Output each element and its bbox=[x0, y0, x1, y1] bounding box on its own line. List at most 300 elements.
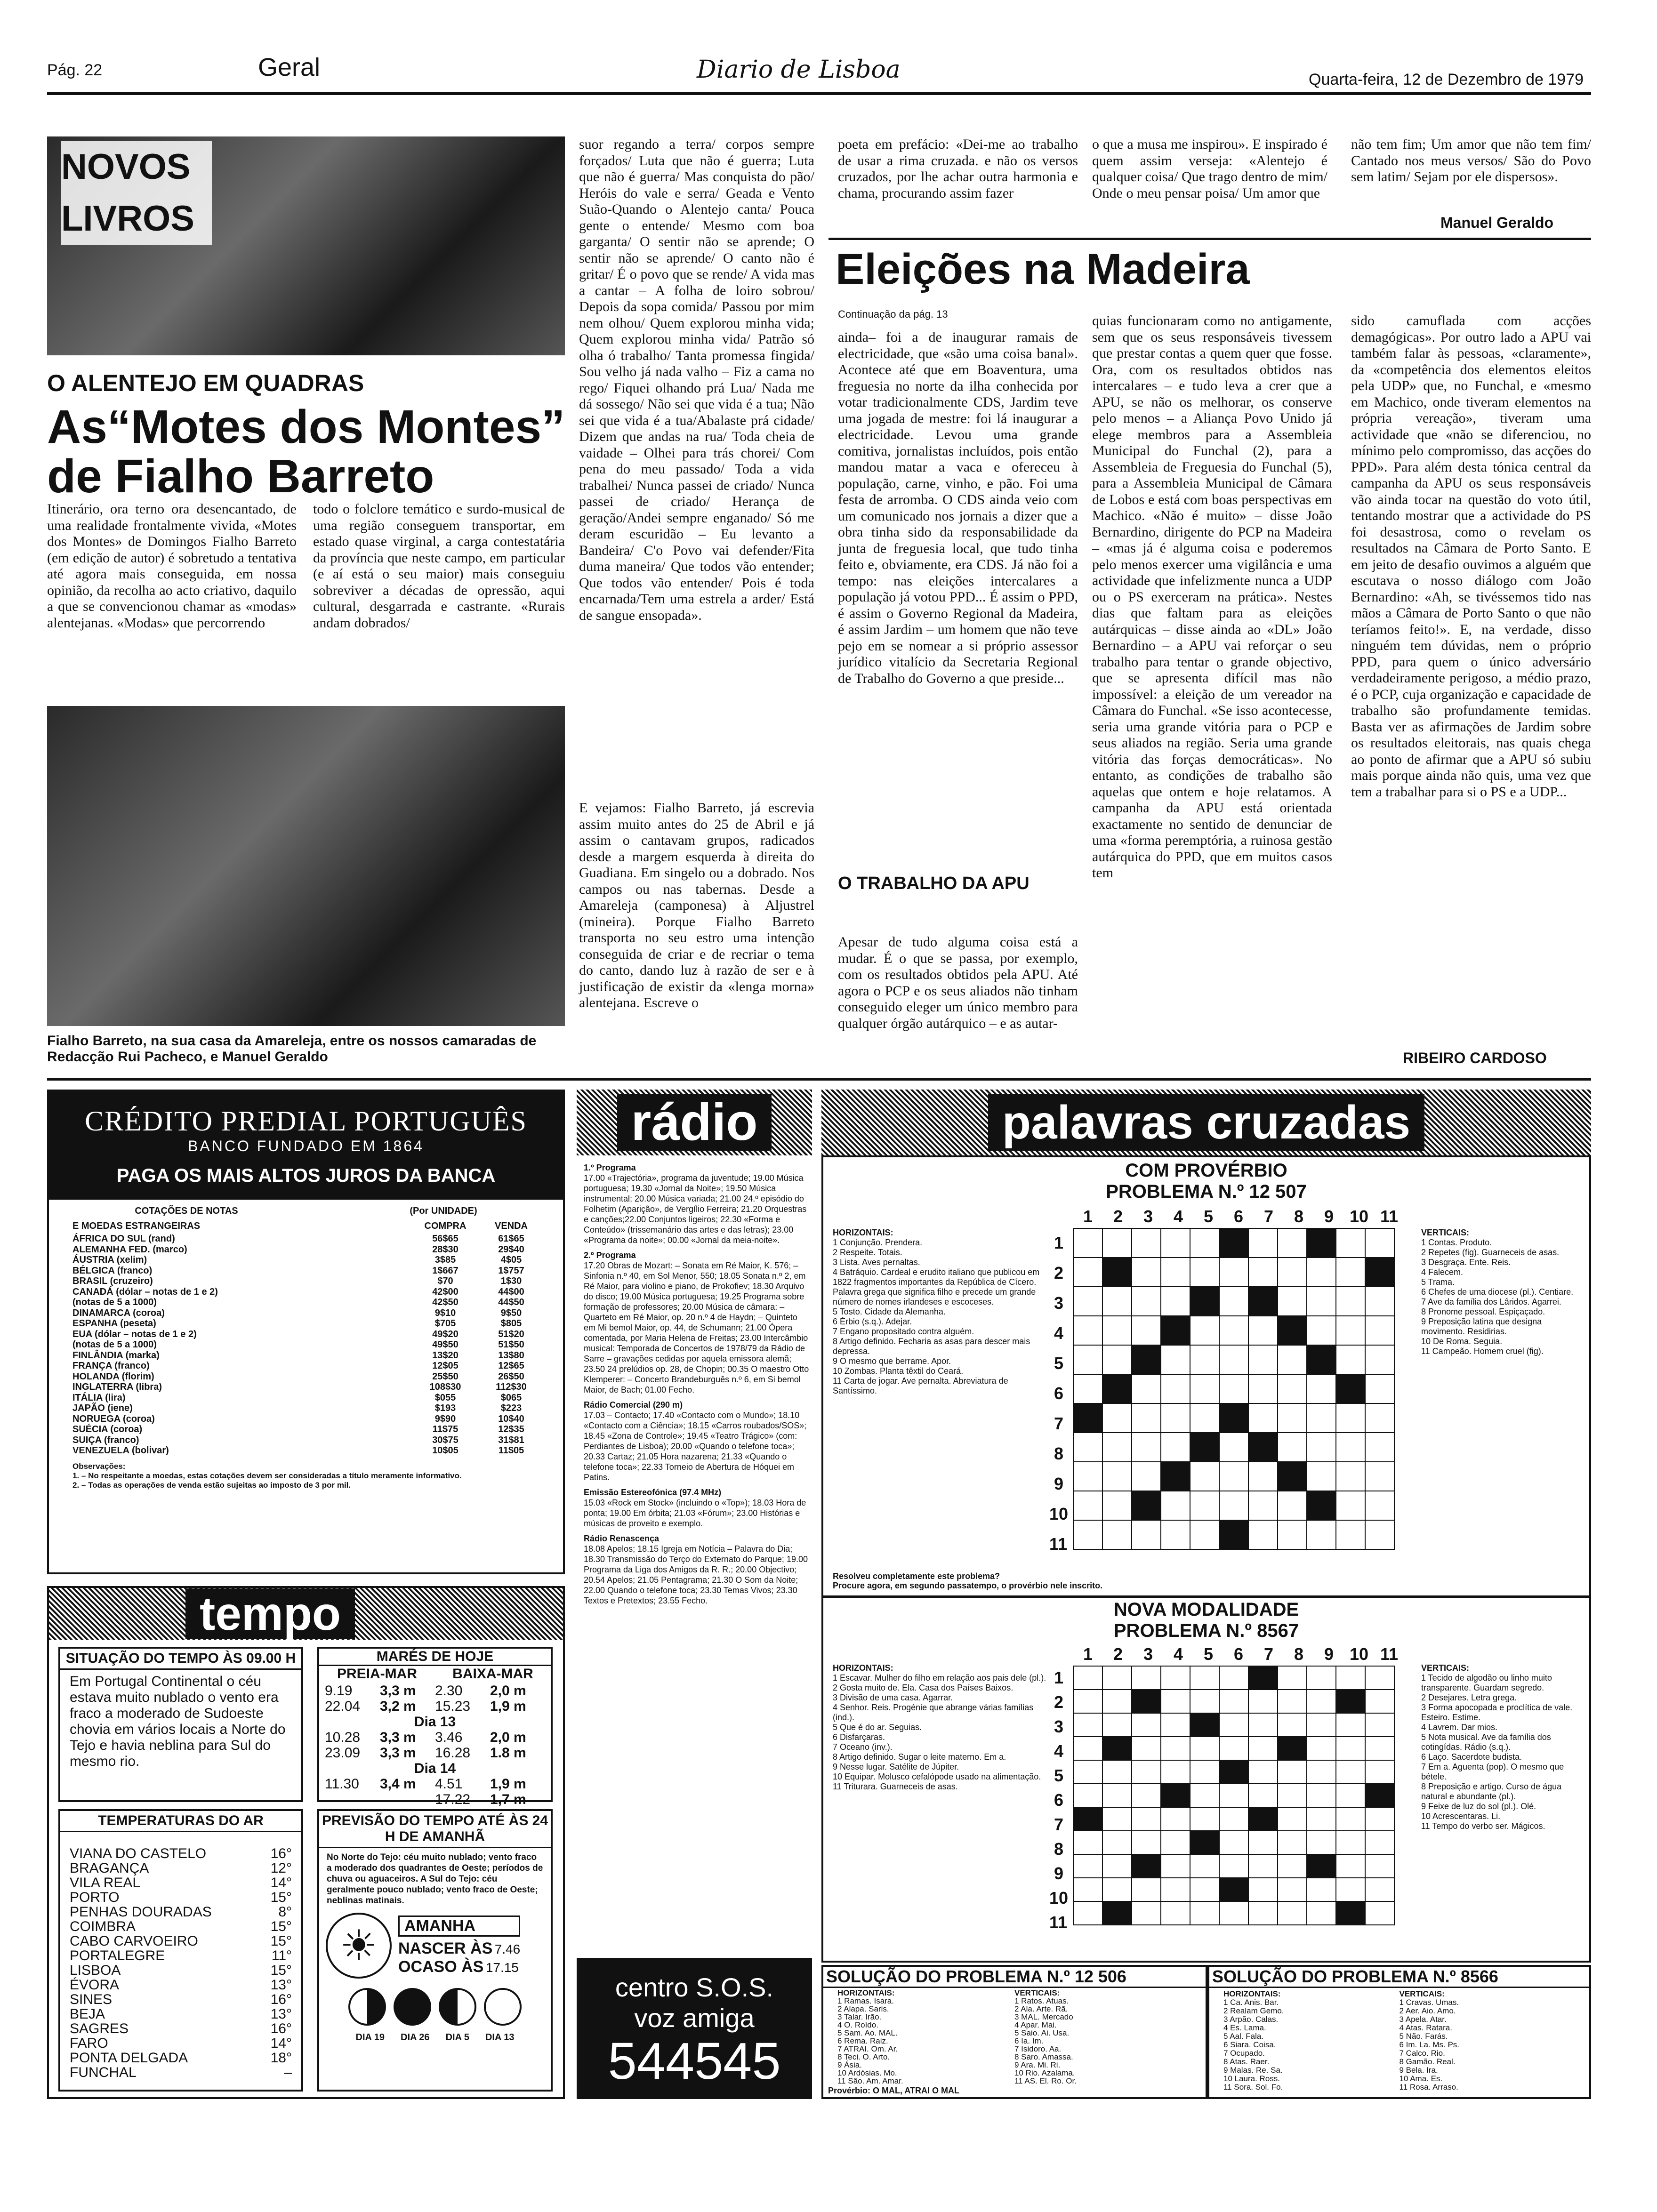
rate-buy: 30$75 bbox=[432, 1435, 458, 1445]
city-name: LISBOA bbox=[70, 1963, 121, 1978]
clue: 11 Triturara. Guarneceis de asas. bbox=[833, 1782, 958, 1791]
tide-row bbox=[325, 1776, 545, 1792]
grid-cell bbox=[1161, 1784, 1190, 1807]
p1-grid bbox=[1073, 1228, 1395, 1550]
tide-cell: 1,9 m bbox=[490, 1776, 526, 1792]
clue: 6 Laço. Sacerdote budista. bbox=[1421, 1752, 1522, 1762]
tides-low-header: BAIXA-MAR bbox=[452, 1666, 533, 1682]
sos-phone: 544545 bbox=[608, 2032, 781, 2090]
rate-row bbox=[72, 1276, 544, 1287]
clue: 9 O mesmo que berrame. Apor. bbox=[833, 1356, 951, 1366]
grid-cell bbox=[1248, 1462, 1278, 1491]
grid-cell bbox=[1307, 1462, 1336, 1491]
clue: 4 Lavrem. Dar mios. bbox=[1421, 1723, 1498, 1732]
rate-sell: 29$40 bbox=[498, 1244, 524, 1255]
grid-cell bbox=[1132, 1831, 1161, 1854]
clue: 1 Cravas. Umas. bbox=[1399, 1998, 1459, 2007]
lower-section-rule bbox=[47, 1078, 1591, 1081]
temperature-row bbox=[70, 1948, 292, 1963]
clue: 5 Não. Farás. bbox=[1399, 2032, 1448, 2041]
rates-obs-1: 1. – No respeitante a moedas, estas cotações devem ser consideradas a título meramente informativo. bbox=[72, 1471, 462, 1480]
madeira-body-col1: ainda– foi a de inaugurar ramais de electricidade, que «são uma coisa banal». Acontece até que em Boaventura, uma freguesia no norte da ilha conhecida por votar tradicionalmente CDS, Jardim teve uma jogada de mestre: foi lá inaugurar a electricidade. Levou uma grande comitiva, jornalistas incluídos, pois então mandou matar a vaca e ofereceu à população, carne, vinho, e pão. Foi uma festa de arromba. O CDS ainda veio com um comunicado nos jornais a dizer que a obra tinha sido da responsabilidade da junta de freguesia local, que tudo tinha feito e, obviamente, era CDS. Já não foi a tempo: nas eleições intercalares a população já votou PPD... É assim o PPD, é assim o Governo Regional da Madeira, é assim Jardim – um homem que não teve pejo em se nomear a si próprio assessor jurídico vitalício da Secretaria Regional de Trabalho do Governo a que preside... bbox=[838, 329, 1078, 686]
city-name: FARO bbox=[70, 2036, 108, 2051]
rate-currency: CANADÁ (dólar – notas de 1 e 2) bbox=[72, 1286, 218, 1297]
tides-day: Dia 14 bbox=[414, 1761, 456, 1776]
grid-row-number: 2 bbox=[1054, 1263, 1063, 1282]
grid-cell bbox=[1161, 1737, 1190, 1760]
grid-cell bbox=[1219, 1878, 1248, 1901]
clue: 8 Atas. Raer. bbox=[1223, 2057, 1270, 2066]
grid-cell bbox=[1248, 1403, 1278, 1433]
grid-cell bbox=[1190, 1345, 1219, 1374]
clue: 1 Ratos. Atuas. bbox=[1014, 1996, 1069, 2005]
sol2-v-label: VERTICAIS: bbox=[1399, 1989, 1445, 1998]
rate-row bbox=[72, 1350, 544, 1361]
forecast-title: PREVISÃO DO TEMPO ATÉ ÀS 24 H DE AMANHÃ bbox=[319, 1811, 551, 1848]
clue: 6 Érbio (s.q.). Adejar. bbox=[833, 1317, 912, 1326]
grid-cell bbox=[1248, 1878, 1278, 1901]
clue: 11 Sora. Sol. Fo. bbox=[1223, 2083, 1283, 2092]
clue: 8 Preposição e artigo. Curso de água natural e abundante (pl.). bbox=[1421, 1782, 1562, 1801]
tide-row bbox=[325, 1792, 545, 1807]
rate-sell: 12$65 bbox=[498, 1361, 524, 1371]
grid-cell bbox=[1248, 1784, 1278, 1807]
books-author: Manuel Geraldo bbox=[1440, 214, 1554, 231]
grid-cell bbox=[1190, 1462, 1219, 1491]
weather-situation bbox=[58, 1647, 303, 1802]
grid-cell bbox=[1365, 1374, 1394, 1403]
p1-row-numbers bbox=[1049, 1228, 1069, 1559]
sunrise-time: 7.46 bbox=[494, 1941, 521, 1956]
grid-cell bbox=[1161, 1520, 1190, 1549]
grid-column-number: 11 bbox=[1380, 1207, 1399, 1226]
grid-cell bbox=[1307, 1345, 1336, 1374]
rate-buy: 28$30 bbox=[432, 1244, 458, 1255]
temperature-row bbox=[70, 1890, 292, 1905]
grid-cell bbox=[1102, 1462, 1132, 1491]
grid-cell bbox=[1190, 1878, 1219, 1901]
grid-cell bbox=[1307, 1854, 1336, 1878]
clue: 11 AS. El. Ro. Or. bbox=[1014, 2076, 1077, 2085]
grid-cell bbox=[1161, 1901, 1190, 1925]
radio-banner bbox=[577, 1090, 812, 1155]
bank-name: CRÉDITO PREDIAL PORTUGUÊS bbox=[85, 1105, 527, 1137]
grid-cell bbox=[1102, 1690, 1132, 1713]
sun-icon: ☀ bbox=[326, 1913, 392, 1979]
grid-cell bbox=[1307, 1316, 1336, 1345]
radio-program-2: 17.20 Obras de Mozart: – Sonata em Ré Maior, K. 576; – Sinfonia n.º 40, em Sol Menor, 550; 18.05 Sonata n.º 2, em Ré Maior, para violino e piano, de Prokofiev; 18.30 Arquivo do disco; 19.00 Música portuguesa; 19.25 Programa sobre formação de professores; 20.00 Música de câmara: – Quarteto em Ré Maior, op. 20 n.º 4 de Haydn; – Quinteto em Mi bemol Maior, op. 44, de Schumann; 21.00 Ópera comentada, por Maria Helena de Freitas; 23.00 Intercâmbio musical: Temporada de Concertos de 1978/79 da Rádio de Sarre – gravações cedidas por aquela emissora alemã; 23.50 24 prelúdios op. 28, de Chopin; 00.35 O maestro Otto Klemperer: – Concerto Brandeburguês n.º 6, em Si bemol Maior, de Bach; 01.00 Fecho. bbox=[584, 1261, 809, 1395]
grid-cell bbox=[1102, 1760, 1132, 1784]
clue: 5 Tosto. Cidade da Alemanha. bbox=[833, 1307, 946, 1316]
grid-cell bbox=[1278, 1831, 1307, 1854]
grid-cell bbox=[1307, 1807, 1336, 1831]
clue: 5 Saio. Ai. Usa. bbox=[1014, 2028, 1070, 2037]
grid-cell bbox=[1073, 1831, 1102, 1854]
tide-cell bbox=[325, 1792, 380, 1807]
grid-cell bbox=[1336, 1520, 1365, 1549]
grid-cell bbox=[1365, 1228, 1394, 1258]
grid-cell bbox=[1365, 1878, 1394, 1901]
rate-row bbox=[72, 1308, 544, 1319]
grid-cell bbox=[1190, 1287, 1219, 1316]
grid-cell bbox=[1190, 1491, 1219, 1520]
tide-cell: 15.23 bbox=[435, 1699, 471, 1714]
rate-currency: VENEZUELA (bolivar) bbox=[72, 1445, 169, 1456]
grid-cell bbox=[1132, 1258, 1161, 1287]
rate-row bbox=[72, 1393, 544, 1403]
grid-column-number: 5 bbox=[1203, 1207, 1214, 1226]
grid-cell bbox=[1248, 1491, 1278, 1520]
tide-cell: 1,7 m bbox=[490, 1792, 526, 1807]
rate-currency: (notas de 5 a 1000) bbox=[72, 1339, 157, 1350]
clue: 2 Realam Gemo. bbox=[1223, 2006, 1284, 2015]
weather-box bbox=[47, 1586, 565, 2099]
grid-column-number: 3 bbox=[1143, 1207, 1153, 1226]
clue: 4 Falecem. bbox=[1421, 1267, 1464, 1277]
books-title: As“Motes dos Montes” bbox=[47, 401, 565, 453]
bank-ad bbox=[47, 1090, 565, 1574]
grid-column-number: 9 bbox=[1324, 1644, 1334, 1664]
city-temp: – bbox=[284, 2065, 292, 2080]
p1-note-1: Resolveu completamente este problema? bbox=[833, 1571, 1000, 1581]
grid-row-number: 4 bbox=[1054, 1323, 1063, 1343]
grid-cell bbox=[1365, 1760, 1394, 1784]
grid-cell bbox=[1190, 1666, 1219, 1690]
madeira-title: Eleições na Madeira bbox=[836, 245, 1250, 293]
grid-cell bbox=[1190, 1807, 1219, 1831]
grid-cell bbox=[1278, 1878, 1307, 1901]
grid-cell bbox=[1248, 1854, 1278, 1878]
rate-row bbox=[72, 1318, 544, 1329]
grid-cell bbox=[1278, 1666, 1307, 1690]
grid-row-number: 10 bbox=[1049, 1504, 1069, 1523]
grid-cell bbox=[1307, 1287, 1336, 1316]
grid-cell bbox=[1336, 1228, 1365, 1258]
grid-cell bbox=[1102, 1345, 1132, 1374]
grid-cell bbox=[1248, 1287, 1278, 1316]
grid-cell bbox=[1278, 1345, 1307, 1374]
solution-8566 bbox=[1207, 1965, 1591, 2099]
grid-cell bbox=[1073, 1491, 1102, 1520]
rates-sell-header: VENDA bbox=[494, 1221, 528, 1231]
city-name: VIANA DO CASTELO bbox=[70, 1846, 207, 1861]
rate-currency: HOLANDA (florim) bbox=[72, 1371, 154, 1382]
madeira-author: RIBEIRO CARDOSO bbox=[1403, 1050, 1547, 1066]
p1-title: COM PROVÉRBIO bbox=[1125, 1160, 1287, 1181]
sol2-verticals bbox=[1400, 1998, 1576, 2092]
clue: 8 Saro. Amassa. bbox=[1014, 2052, 1073, 2061]
grid-cell bbox=[1102, 1433, 1132, 1462]
grid-cell bbox=[1073, 1737, 1102, 1760]
grid-cell bbox=[1132, 1462, 1161, 1491]
rate-row bbox=[72, 1424, 544, 1435]
new-books-badge: NOVOS LIVROS bbox=[61, 141, 212, 245]
grid-cell bbox=[1102, 1713, 1132, 1737]
rate-buy: 42$50 bbox=[432, 1297, 458, 1307]
grid-cell bbox=[1102, 1520, 1132, 1549]
crossword-problem-1 bbox=[821, 1155, 1591, 1598]
clue: 7 Engano propositado contra alguém. bbox=[833, 1327, 974, 1336]
clue: 1 Contas. Produto. bbox=[1421, 1238, 1492, 1247]
grid-cell bbox=[1307, 1831, 1336, 1854]
clue: 8 Gamão. Real. bbox=[1399, 2057, 1456, 2066]
section-name: Geral bbox=[258, 53, 321, 81]
amanha-label: AMANHA bbox=[398, 1915, 520, 1937]
books-body-col2: todo o folclore temático e surdo-musical de uma região conseguem transportar, em estado quase virginal, a carga contestatária da província que neste campo, em particular (e aí está o seu maior) mais conseguiu sobreviver a décadas de opressão, aqui cultural, desgarrada e castrante. «Rurais andam dobrados/ bbox=[313, 501, 565, 631]
sol2-h-label: HORIZONTAIS: bbox=[1223, 1989, 1281, 1998]
grid-cell bbox=[1365, 1345, 1394, 1374]
rate-currency: SUÉCIA (coroa) bbox=[72, 1424, 143, 1435]
grid-cell bbox=[1132, 1520, 1161, 1549]
clue: 10 Rio. Azalama. bbox=[1014, 2068, 1075, 2077]
grid-cell bbox=[1073, 1901, 1102, 1925]
rate-row bbox=[72, 1339, 544, 1350]
radio-program-2-title: 2.º Programa bbox=[584, 1250, 636, 1260]
rate-row bbox=[72, 1361, 544, 1371]
grid-cell bbox=[1161, 1854, 1190, 1878]
grid-cell bbox=[1161, 1690, 1190, 1713]
grid-cell bbox=[1307, 1784, 1336, 1807]
grid-cell bbox=[1278, 1491, 1307, 1520]
grid-cell bbox=[1248, 1316, 1278, 1345]
grid-cell bbox=[1219, 1374, 1248, 1403]
grid-cell bbox=[1161, 1713, 1190, 1737]
rate-buy: 9$10 bbox=[434, 1307, 456, 1318]
rate-buy: 9$90 bbox=[434, 1413, 456, 1424]
weather-banner bbox=[49, 1588, 563, 1640]
grid-cell bbox=[1190, 1737, 1219, 1760]
clue: 3 Desgraça. Ente. Reis. bbox=[1421, 1258, 1511, 1267]
grid-cell bbox=[1190, 1784, 1219, 1807]
rate-buy: $193 bbox=[434, 1403, 456, 1413]
rate-row bbox=[72, 1234, 544, 1244]
city-temp: 15° bbox=[270, 1963, 292, 1978]
grid-cell bbox=[1365, 1784, 1394, 1807]
city-name: COIMBRA bbox=[70, 1919, 136, 1934]
grid-cell bbox=[1248, 1345, 1278, 1374]
rates-buy-header: COMPRA bbox=[424, 1221, 467, 1231]
clue: 10 Equipar. Molusco cefalópode usado na alimentação. bbox=[833, 1772, 1041, 1781]
grid-column-number: 8 bbox=[1294, 1207, 1304, 1226]
city-temp: 13° bbox=[270, 1977, 292, 1993]
crossword-problem-2 bbox=[821, 1595, 1591, 1963]
grid-cell bbox=[1073, 1878, 1102, 1901]
sol2-horizontals bbox=[1223, 1998, 1400, 2092]
clue: 4 Apar. Mai. bbox=[1014, 2020, 1057, 2029]
city-temp: 12° bbox=[270, 1860, 292, 1876]
grid-cell bbox=[1161, 1831, 1190, 1854]
rate-buy: 49$50 bbox=[432, 1339, 458, 1350]
rate-currency: BRASIL (cruzeiro) bbox=[72, 1276, 153, 1286]
sos-subtitle: voz amiga bbox=[634, 2003, 755, 2033]
grid-cell bbox=[1278, 1287, 1307, 1316]
clue: 11 Sâo. Am. Amar. bbox=[837, 2076, 903, 2085]
clue: 2 Ala. Arte. Rã. bbox=[1014, 2004, 1068, 2013]
grid-cell bbox=[1248, 1666, 1278, 1690]
tide-cell: 22.04 bbox=[325, 1699, 361, 1714]
rate-row bbox=[72, 1329, 544, 1340]
clue: 5 Trama. bbox=[1421, 1277, 1455, 1287]
grid-cell bbox=[1102, 1287, 1132, 1316]
grid-cell bbox=[1248, 1258, 1278, 1287]
grid-cell bbox=[1219, 1345, 1248, 1374]
rate-sell: 26$50 bbox=[498, 1371, 524, 1382]
grid-column-number: 9 bbox=[1324, 1207, 1334, 1226]
grid-cell bbox=[1336, 1854, 1365, 1878]
temperature-row bbox=[70, 1934, 292, 1948]
rates-obs-title: Observações: bbox=[72, 1461, 126, 1471]
tide-row bbox=[325, 1683, 545, 1699]
grid-cell bbox=[1073, 1345, 1102, 1374]
rate-sell: 1$757 bbox=[498, 1265, 524, 1276]
grid-cell bbox=[1219, 1666, 1248, 1690]
grid-cell bbox=[1365, 1491, 1394, 1520]
bank-founded: BANCO FUNDADO EM 1864 bbox=[188, 1137, 424, 1154]
grid-cell bbox=[1219, 1258, 1248, 1287]
grid-cell bbox=[1190, 1854, 1219, 1878]
clue: 7 Calco. Rio. bbox=[1399, 2049, 1445, 2058]
rate-sell: 31$81 bbox=[498, 1435, 524, 1445]
clue: 4 Atas. Ratara. bbox=[1399, 2023, 1452, 2032]
grid-cell bbox=[1132, 1901, 1161, 1925]
clue: 8 Teci. O. Arto. bbox=[837, 2052, 890, 2061]
grid-cell bbox=[1161, 1878, 1190, 1901]
rate-currency: BÉLGICA (franco) bbox=[72, 1265, 153, 1276]
grid-cell bbox=[1219, 1760, 1248, 1784]
grid-cell bbox=[1278, 1374, 1307, 1403]
clue: 8 Artigo definido. Sugar o leite materno. Em a. bbox=[833, 1752, 1006, 1762]
grid-cell bbox=[1336, 1462, 1365, 1491]
crossword-banner-title: palavras cruzadas bbox=[988, 1094, 1424, 1151]
rate-buy: 10$05 bbox=[432, 1445, 458, 1456]
grid-cell bbox=[1336, 1316, 1365, 1345]
grid-cell bbox=[1102, 1374, 1132, 1403]
madeira-body-col1b: Apesar de tudo alguma coisa está a mudar. É o que se passa, por exemplo, com os resultados obtidos pela APU. Até agora o PCP e os seus aliados não tinham conseguido eleger um único membro para qualquer órgão autárquico – e as autar- bbox=[838, 934, 1078, 1031]
rate-row bbox=[72, 1445, 544, 1456]
grid-cell bbox=[1190, 1403, 1219, 1433]
rate-row bbox=[72, 1403, 544, 1414]
grid-cell bbox=[1278, 1760, 1307, 1784]
grid-cell bbox=[1132, 1287, 1161, 1316]
rate-row bbox=[72, 1435, 544, 1446]
grid-cell bbox=[1102, 1831, 1132, 1854]
tide-cell: 4.51 bbox=[435, 1776, 463, 1792]
city-name: SINES bbox=[70, 1992, 113, 2007]
grid-cell bbox=[1132, 1854, 1161, 1878]
city-name: PORTALEGRE bbox=[70, 1948, 165, 1964]
rate-sell: 44$50 bbox=[498, 1297, 524, 1307]
clue: 10 Ardósias. Mo. bbox=[837, 2068, 897, 2077]
grid-cell bbox=[1248, 1901, 1278, 1925]
grid-cell bbox=[1336, 1433, 1365, 1462]
clue: 3 Forma apocopada e proclítica de vale. Esteiro. Estime. bbox=[1421, 1703, 1573, 1722]
grid-cell bbox=[1365, 1831, 1394, 1854]
sunrise-label: NASCER ÀS bbox=[398, 1939, 493, 1957]
rate-currency: SUIÇA (franco) bbox=[72, 1435, 139, 1445]
clue: 10 Ama. Es. bbox=[1399, 2074, 1443, 2083]
grid-column-number: 4 bbox=[1173, 1207, 1183, 1226]
tides-title: MARÉS DE HOJE bbox=[319, 1649, 551, 1666]
grid-column-number: 8 bbox=[1294, 1644, 1304, 1664]
city-temp: 16° bbox=[270, 1846, 292, 1861]
grid-cell bbox=[1219, 1784, 1248, 1807]
grid-row-number: 7 bbox=[1054, 1815, 1063, 1834]
tide-cell: 23.09 bbox=[325, 1745, 361, 1761]
rate-currency: JAPÃO (iene) bbox=[72, 1403, 133, 1413]
clue: 9 Bela. Ira. bbox=[1399, 2066, 1438, 2075]
rate-buy: 25$50 bbox=[432, 1371, 458, 1382]
grid-cell bbox=[1190, 1433, 1219, 1462]
grid-cell bbox=[1161, 1462, 1190, 1491]
rate-row bbox=[72, 1297, 544, 1308]
rate-buy: 49$20 bbox=[432, 1329, 458, 1339]
tide-cell: 16.28 bbox=[435, 1745, 471, 1761]
grid-cell bbox=[1248, 1228, 1278, 1258]
grid-cell bbox=[1336, 1491, 1365, 1520]
grid-cell bbox=[1132, 1737, 1161, 1760]
grid-cell bbox=[1132, 1228, 1161, 1258]
tide-cell bbox=[380, 1792, 435, 1807]
temperature-row bbox=[70, 1963, 292, 1978]
rate-sell: 61$65 bbox=[498, 1234, 524, 1244]
grid-cell bbox=[1336, 1831, 1365, 1854]
grid-row-number: 5 bbox=[1054, 1766, 1063, 1785]
grid-cell bbox=[1190, 1228, 1219, 1258]
grid-column-number: 1 bbox=[1083, 1644, 1093, 1664]
temperature-row bbox=[70, 1846, 292, 1861]
clue: 1 Escavar. Mulher do filho em relação aos pais dele (pl.). bbox=[833, 1673, 1046, 1683]
tide-cell: 3,4 m bbox=[380, 1776, 416, 1792]
city-name: PONTA DELGADA bbox=[70, 2050, 188, 2066]
grid-cell bbox=[1365, 1737, 1394, 1760]
grid-cell bbox=[1102, 1403, 1132, 1433]
city-temp: 13° bbox=[270, 2006, 292, 2022]
grid-cell bbox=[1365, 1462, 1394, 1491]
grid-cell bbox=[1219, 1520, 1248, 1549]
clue: 7 Ocupado. bbox=[1223, 2049, 1265, 2058]
grid-cell bbox=[1248, 1374, 1278, 1403]
clue: 4 Batráquio. Cardeal e erudito italiano que publicou em 1822 fragmentos importantes da República de Cícero. Palavra grega que significa filho e precede um grande número de nomes irlandeses e escoceses. bbox=[833, 1267, 1040, 1306]
moon-date: DIA 19 bbox=[355, 2032, 385, 2043]
grid-cell bbox=[1073, 1258, 1102, 1287]
grid-cell bbox=[1132, 1403, 1161, 1433]
grid-column-number: 6 bbox=[1233, 1207, 1244, 1226]
clue: 6 Siara. Coisa. bbox=[1223, 2040, 1276, 2049]
grid-cell bbox=[1248, 1737, 1278, 1760]
grid-row-number: 2 bbox=[1054, 1692, 1063, 1712]
grid-cell bbox=[1073, 1316, 1102, 1345]
rate-sell: 51$50 bbox=[498, 1339, 524, 1350]
rates-title: COTAÇÕES DE NOTAS bbox=[135, 1206, 238, 1216]
weather-banner-title: tempo bbox=[185, 1588, 355, 1639]
rate-sell: 51$20 bbox=[498, 1329, 524, 1339]
grid-cell bbox=[1307, 1690, 1336, 1713]
moon-date: DIA 5 bbox=[445, 2032, 469, 2043]
tide-cell: 3,3 m bbox=[380, 1730, 416, 1745]
grid-column-number: 10 bbox=[1349, 1207, 1369, 1226]
rate-currency: INGLATERRA (libra) bbox=[72, 1382, 162, 1392]
grid-cell bbox=[1161, 1666, 1190, 1690]
rate-buy: 3$85 bbox=[434, 1255, 456, 1265]
grid-cell bbox=[1365, 1433, 1394, 1462]
grid-cell bbox=[1073, 1807, 1102, 1831]
rate-sell: 9$50 bbox=[500, 1307, 522, 1318]
tide-row bbox=[325, 1730, 545, 1745]
grid-cell bbox=[1219, 1462, 1248, 1491]
moon-date: DIA 13 bbox=[485, 2032, 515, 2043]
madeira-body-col2: quias funcionaram como no antigamente, sem que os seus responsáveis tivessem que prestar contas a quem quer que fosse. Ora, com os resultados obtidos nas intercalares – e tudo leva a crer que a APU, se não os melhorar, os conserve pelo menos – a Aliança Povo Unido já elege membros para a Assembleia Municipal do Funchal (2), para a Assembleia de Freguesia do Funchal (5), para a Assembleia Municipal de Câmara de Lobos e está com boas perspectivas em Machico. «Não é muito» – disse João Bernardino, dirigente do PCP na Madeira – «mas já é alguma coisa e poderemos pelo menos exercer uma vigilância e uma actividade que infelizmente nunca a UDP ou o PS exerceram na prática». Nestes dias que faltam para as eleições autárquicas – disse ainda ao «DL» João Bernardino – a APU vai reforçar o seu trabalho para tentar o grande objectivo, que se apresenta difícil mas não impossível: a eleição de um vereador na Câmara do Funchal. «Se isso acontecesse, seria uma grande vitória para o PCP e seus aliados na região. Seria uma grande vitória das forças democráticas». No entanto, as condições de trabalho são aquelas que ontem e hoje relatamos. A campanha da APU está orientada exactamente no sentido de denunciar de uma «forma peremptória, a ruinosa gestão autárquica do PPD, que em muitos casos tem bbox=[1092, 313, 1332, 881]
city-temp: 15° bbox=[270, 1933, 292, 1949]
